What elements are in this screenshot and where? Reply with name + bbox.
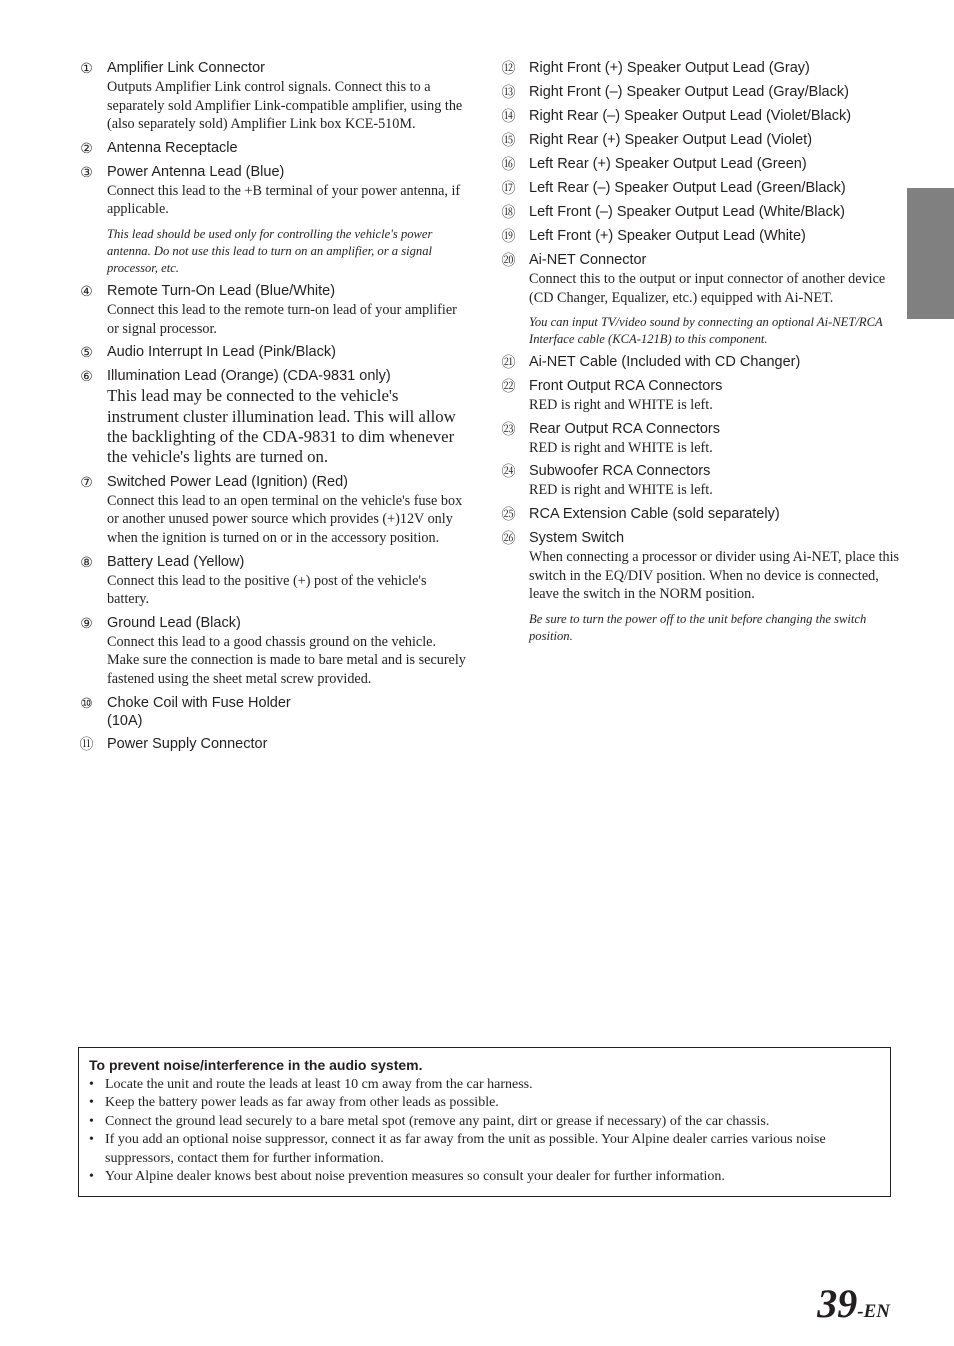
list-item (500, 376, 900, 415)
item-title: Amplifier Link Connector (107, 60, 265, 76)
item-note: You can input TV/video sound by connecting an optional Ai-NET/RCA Interface cable (KCA-121B) to this component. (529, 315, 883, 347)
item-title: Power Antenna Lead (Blue) (107, 163, 285, 180)
notice-item-text: Locate the unit and route the leads at least 10 cm away from the car harness. (105, 1077, 533, 1092)
notice-item-text: Keep the battery power leads as far away from other leads as possible. (105, 1095, 499, 1111)
item-title: Right Rear (+) Speaker Output Lead (Violet) (529, 132, 813, 148)
right-column (500, 58, 900, 649)
item-description: Connect this lead to the positive (+) post of the vehicle's battery. (107, 572, 427, 608)
list-item (78, 58, 470, 134)
list-item (500, 202, 900, 222)
item-title: Ai-NET Connector (529, 252, 647, 268)
item-description: Outputs Amplifier Link control signals. Connect this to a separately sold Amplifier Link-compatible amplifier, using the (also separately sold) Amplifier Link box KCE-510M. (107, 79, 463, 133)
item-number: ⑤ (80, 344, 93, 361)
list-item (500, 178, 900, 198)
item-title: Front Output RCA Connectors (529, 378, 723, 395)
item-title: Left Rear (–) Speaker Output Lead (Green/Black) (529, 180, 846, 196)
item-title: Left Front (+) Speaker Output Lead (White) (529, 228, 806, 244)
bullet-icon: • (89, 1077, 94, 1092)
item-title: Right Front (–) Speaker Output Lead (Gray/Black) (529, 84, 849, 100)
list-item (78, 281, 470, 338)
item-title: Battery Lead (Yellow) (107, 553, 245, 570)
list-item (78, 734, 470, 754)
list-item (500, 58, 900, 78)
item-title: Switched Power Lead (Ignition) (Red) (107, 473, 348, 490)
item-title: Right Rear (–) Speaker Output Lead (Violet/Black) (529, 108, 852, 124)
left-column (78, 58, 470, 758)
item-number: ⑧ (80, 553, 93, 570)
list-item (500, 154, 900, 174)
item-description: RED is right and WHITE is left. (529, 397, 713, 414)
item-note: This lead should be used only for controlling the vehicle's power antenna. Do not use this lead to turn on an amplifier, or a signal processor, etc. (107, 226, 433, 275)
item-number: ① (80, 60, 93, 76)
page-number (817, 1281, 890, 1327)
notice-item (89, 1168, 879, 1186)
item-number: ⑫ (501, 60, 516, 76)
item-description: When connecting a processor or divider using Ai-NET, place this switch in the EQ/DIV position. When no device is connected, leave the switch in the NORM position. (529, 548, 900, 603)
item-number: ⑰ (501, 180, 516, 196)
list-item (78, 613, 470, 689)
item-number: ⑥ (80, 368, 93, 385)
item-number: ⑭ (501, 108, 516, 124)
list-item (500, 352, 900, 372)
list-item (500, 106, 900, 126)
item-title: Illumination Lead (Orange) (CDA-9831 only) (107, 368, 391, 385)
item-number: ② (80, 139, 93, 156)
item-number: ⑳ (501, 252, 516, 268)
notice-list (89, 1076, 879, 1186)
list-item (78, 693, 470, 730)
item-title: Power Supply Connector (107, 735, 268, 752)
list-item (78, 162, 470, 277)
notice-item (89, 1094, 879, 1112)
bullet-icon: • (89, 1169, 94, 1185)
item-number: ④ (80, 282, 93, 299)
list-item (78, 366, 470, 468)
item-number: ⑱ (501, 204, 516, 220)
list-item (500, 82, 900, 102)
item-number: ⑦ (80, 473, 93, 490)
notice-item (89, 1113, 879, 1131)
item-title: Audio Interrupt In Lead (Pink/Black) (107, 344, 336, 361)
item-description: RED is right and WHITE is left. (529, 439, 713, 456)
item-description: This lead may be connected to the vehicle's instrument cluster illumination lead. This will allow the backlighting of the CDA-9831 to dim whenever the vehicle's lights are turned on. (107, 386, 456, 467)
list-item (78, 342, 470, 362)
item-number: ㉖ (501, 529, 516, 546)
item-title: Antenna Receptacle (107, 139, 238, 156)
notice-title: To prevent noise/interference in the audio system. (89, 1057, 423, 1073)
item-title: Ai-NET Cable (Included with CD Changer) (529, 354, 801, 371)
item-number: ③ (80, 163, 93, 180)
bullet-icon: • (89, 1113, 94, 1129)
item-description: Connect this lead to a good chassis ground on the vehicle. Make sure the connection is made to bare metal and is securely fastened using the sheet metal screw provided. (107, 633, 466, 687)
item-number: ㉓ (501, 420, 516, 437)
item-description: Connect this lead to the +B terminal of your power antenna, if applicable. (107, 182, 461, 218)
item-description: Connect this lead to an open terminal on the vehicle's fuse box or another unused power source which provides (+)12V only when the ignition is turned on or in the accessory position. (107, 492, 463, 546)
item-title: Right Front (+) Speaker Output Lead (Gray) (529, 60, 810, 76)
item-number: ⑪ (79, 735, 94, 752)
item-number: ⑩ (80, 694, 93, 711)
item-description: RED is right and WHITE is left. (529, 482, 713, 499)
list-item (500, 419, 900, 458)
notice-item-text: If you add an optional noise suppressor, connect it as far away from the unit as possible. Your Alpine dealer carries various noise suppressors, contact them for further information. (105, 1132, 826, 1166)
bullet-icon: • (89, 1095, 94, 1111)
item-number: ⑮ (501, 132, 516, 148)
item-number: ⑨ (80, 614, 93, 631)
item-number: ⑲ (501, 228, 516, 244)
list-item (500, 528, 900, 645)
item-title: Left Front (–) Speaker Output Lead (White/Black) (529, 204, 845, 220)
item-number: ㉒ (501, 378, 516, 395)
notice-item (89, 1076, 879, 1094)
notice-item (89, 1131, 879, 1168)
item-description: Connect this to the output or input connector of another device (CD Changer, Equalizer, etc.) equipped with Ai-NET. (529, 271, 886, 306)
item-number: ⑬ (501, 84, 516, 100)
notice-item-text: Your Alpine dealer knows best about noise prevention measures so consult your dealer for further information. (105, 1169, 725, 1185)
item-title: Choke Coil with Fuse Holder (107, 694, 291, 711)
item-number: ㉔ (501, 463, 516, 480)
list-item (500, 226, 900, 246)
list-item (500, 461, 900, 500)
item-title: Ground Lead (Black) (107, 614, 241, 631)
notice-item-text: Connect the ground lead securely to a bare metal spot (remove any paint, dirt or grease if necessary) of the car chassis. (105, 1113, 770, 1129)
list-item (500, 250, 900, 348)
item-title: System Switch (529, 529, 625, 546)
item-description: Connect this lead to the remote turn-on lead of your amplifier or signal processor. (107, 301, 457, 337)
list-item (78, 552, 470, 609)
item-title-continued: (10A) (107, 712, 143, 729)
item-title: Remote Turn-On Lead (Blue/White) (107, 282, 336, 299)
item-number: ㉕ (501, 505, 516, 522)
item-title: Left Rear (+) Speaker Output Lead (Green) (529, 156, 807, 172)
item-number: ㉑ (501, 354, 516, 371)
page-number-value: 39 (817, 1281, 858, 1326)
list-item (78, 472, 470, 548)
item-number: ⑯ (501, 156, 516, 172)
item-title: Rear Output RCA Connectors (529, 420, 721, 437)
list-item (500, 130, 900, 150)
section-tab (907, 188, 954, 319)
bullet-icon: • (89, 1132, 94, 1148)
item-note: Be sure to turn the power off to the unit before changing the switch position. (529, 611, 867, 643)
noise-prevention-box (78, 1047, 891, 1197)
list-item (500, 504, 900, 524)
item-title: Subwoofer RCA Connectors (529, 463, 711, 480)
page-language-suffix: -EN (857, 1301, 890, 1322)
list-item (78, 138, 470, 158)
item-title: RCA Extension Cable (sold separately) (529, 505, 780, 522)
